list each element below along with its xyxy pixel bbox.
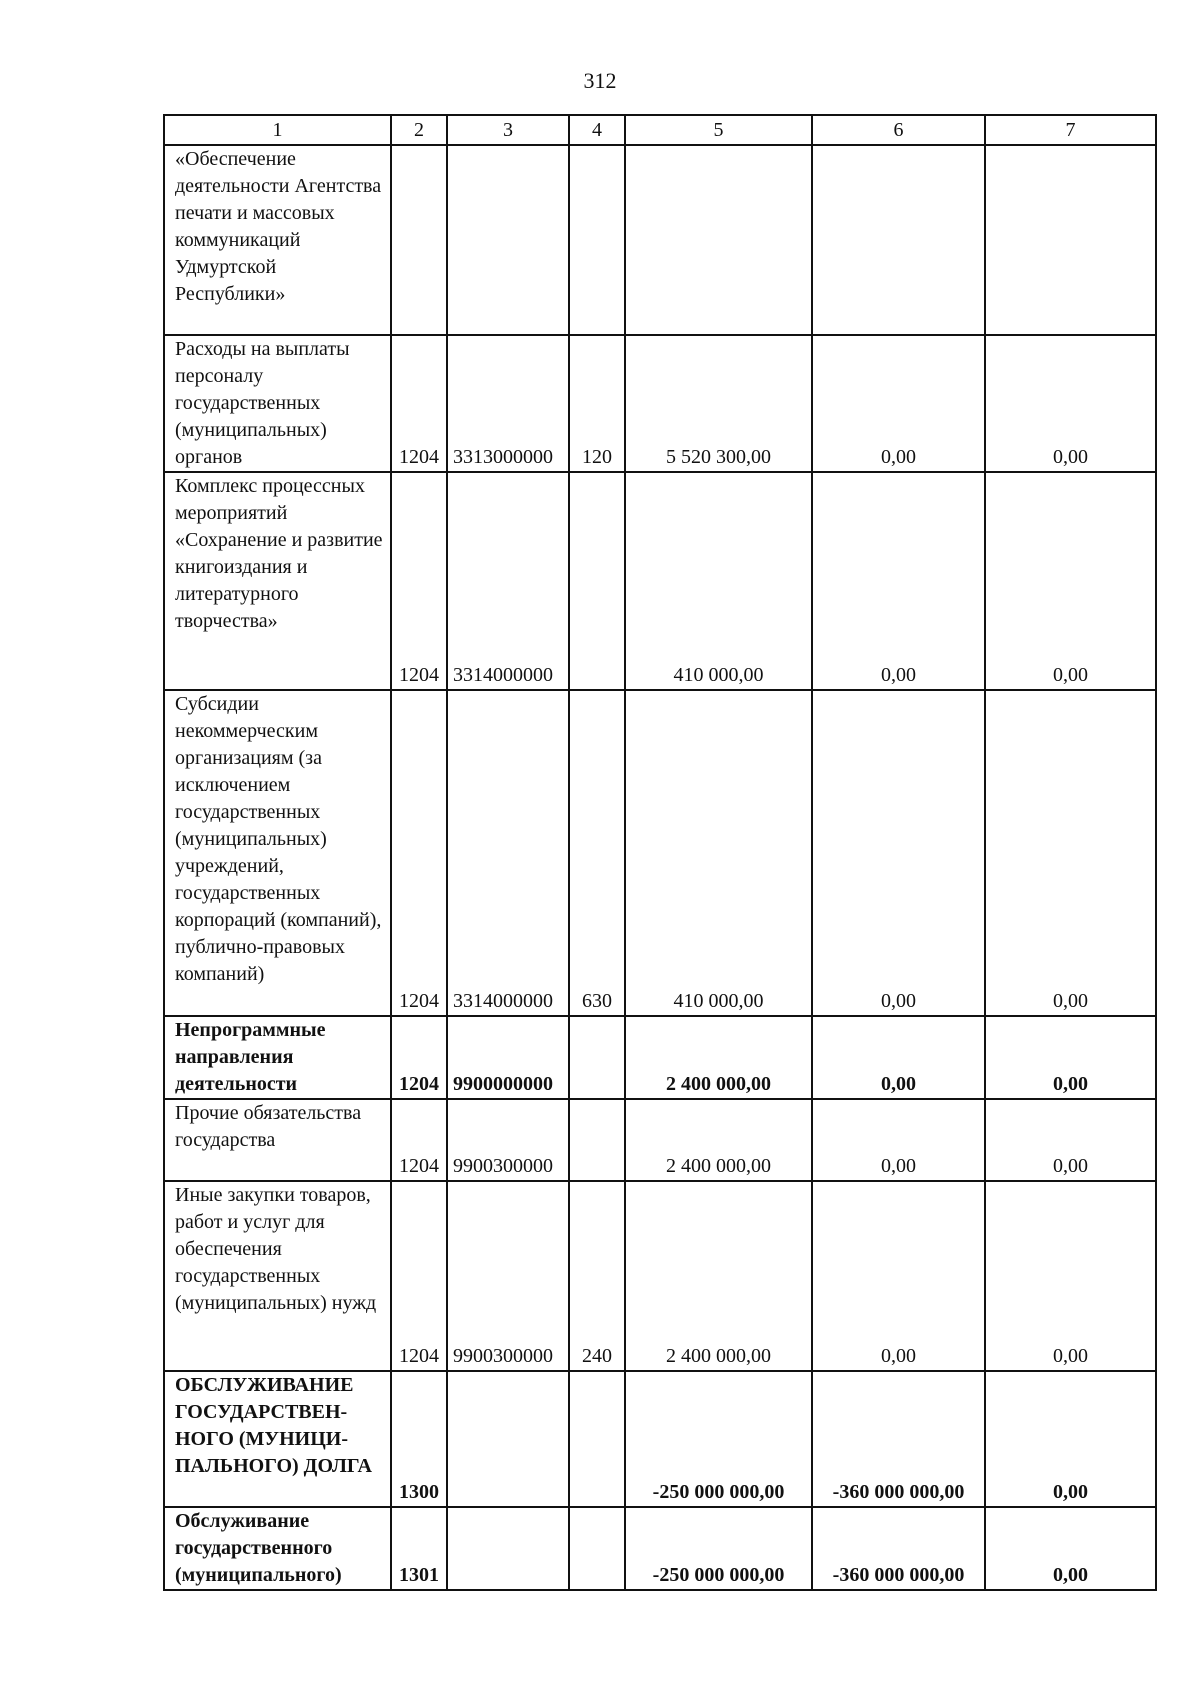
amount-col7: 0,00 [985, 1099, 1156, 1181]
column-header: 4 [569, 115, 625, 145]
amount-col5: 5 520 300,00 [625, 335, 812, 472]
column-header: 7 [985, 115, 1156, 145]
page-number: 312 [583, 68, 617, 93]
section-code [391, 145, 447, 335]
target-article-code [447, 145, 569, 335]
amount-col6: 0,00 [812, 1099, 985, 1181]
item-name: Прочие обязательства государства [164, 1099, 391, 1181]
section-code: 1204 [391, 1099, 447, 1181]
amount-col6: 0,00 [812, 335, 985, 472]
section-code: 1301 [391, 1507, 447, 1590]
amount-col5: 410 000,00 [625, 472, 812, 690]
column-header: 3 [447, 115, 569, 145]
header-row [164, 115, 1156, 145]
amount-col5: 2 400 000,00 [625, 1099, 812, 1181]
target-article-code: 3314000000 [447, 690, 569, 1016]
amount-col7: 0,00 [985, 335, 1156, 472]
section-code: 1204 [391, 472, 447, 690]
expense-type-code [569, 1507, 625, 1590]
table-row [164, 1371, 1156, 1507]
amount-col5: 410 000,00 [625, 690, 812, 1016]
amount-col6: -360 000 000,00 [812, 1507, 985, 1590]
table-row [164, 472, 1156, 690]
table-row [164, 145, 1156, 335]
table-row [164, 335, 1156, 472]
expense-type-code [569, 1371, 625, 1507]
item-name: «Обеспечение деятельности Агентства печати и массовых коммуникаций Удмуртской Республики» [164, 145, 391, 335]
column-header: 5 [625, 115, 812, 145]
amount-col6 [812, 145, 985, 335]
amount-col7: 0,00 [985, 1016, 1156, 1099]
table-row [164, 1181, 1156, 1371]
amount-col7: 0,00 [985, 1507, 1156, 1590]
target-article-code [447, 1371, 569, 1507]
target-article-code: 3314000000 [447, 472, 569, 690]
expense-type-code: 120 [569, 335, 625, 472]
amount-col6: 0,00 [812, 1181, 985, 1371]
amount-col6: 0,00 [812, 1016, 985, 1099]
amount-col7 [985, 145, 1156, 335]
item-name: Комплекс процессных мероприятий «Сохранение и развитие книгоиздания и литературного творчества» [164, 472, 391, 690]
amount-col5 [625, 145, 812, 335]
column-header: 2 [391, 115, 447, 145]
table-row [164, 1099, 1156, 1181]
section-code: 1204 [391, 1016, 447, 1099]
expense-type-code [569, 1016, 625, 1099]
target-article-code: 9900300000 [447, 1099, 569, 1181]
target-article-code: 9900300000 [447, 1181, 569, 1371]
section-code: 1204 [391, 335, 447, 472]
table-row [164, 690, 1156, 1016]
amount-col5: -250 000 000,00 [625, 1507, 812, 1590]
table-row [164, 1016, 1156, 1099]
table-row [164, 1507, 1156, 1590]
item-name: Расходы на выплаты персоналу государственных (муниципальных) органов [164, 335, 391, 472]
target-article-code [447, 1507, 569, 1590]
target-article-code: 9900000000 [447, 1016, 569, 1099]
amount-col7: 0,00 [985, 1371, 1156, 1507]
amount-col7: 0,00 [985, 472, 1156, 690]
amount-col7: 0,00 [985, 1181, 1156, 1371]
section-code: 1204 [391, 690, 447, 1016]
expense-type-code [569, 145, 625, 335]
item-name: Непрограммные направления деятельности [164, 1016, 391, 1099]
amount-col5: 2 400 000,00 [625, 1016, 812, 1099]
budget-table [163, 114, 1157, 1591]
item-name: Субсидии некоммерческим организациям (за исключением государственных (муниципальных) учреждений, государственных корпораций (компаний), публично-правовых компаний) [164, 690, 391, 1016]
expense-type-code: 240 [569, 1181, 625, 1371]
section-code: 1204 [391, 1181, 447, 1371]
section-code: 1300 [391, 1371, 447, 1507]
column-header: 6 [812, 115, 985, 145]
amount-col5: -250 000 000,00 [625, 1371, 812, 1507]
expense-type-code [569, 1099, 625, 1181]
expense-type-code: 630 [569, 690, 625, 1016]
column-header: 1 [164, 115, 391, 145]
amount-col6: 0,00 [812, 472, 985, 690]
target-article-code: 3313000000 [447, 335, 569, 472]
item-name: ОБСЛУЖИВАНИЕ ГОСУДАРСТВЕН-НОГО (МУНИЦИ-ПАЛЬНОГО) ДОЛГА [164, 1371, 391, 1507]
amount-col7: 0,00 [985, 690, 1156, 1016]
amount-col5: 2 400 000,00 [625, 1181, 812, 1371]
amount-col6: -360 000 000,00 [812, 1371, 985, 1507]
item-name: Иные закупки товаров, работ и услуг для обеспечения государственных (муниципальных) нужд [164, 1181, 391, 1371]
amount-col6: 0,00 [812, 690, 985, 1016]
item-name: Обслуживание государственного (муниципального) [164, 1507, 391, 1590]
expense-type-code [569, 472, 625, 690]
